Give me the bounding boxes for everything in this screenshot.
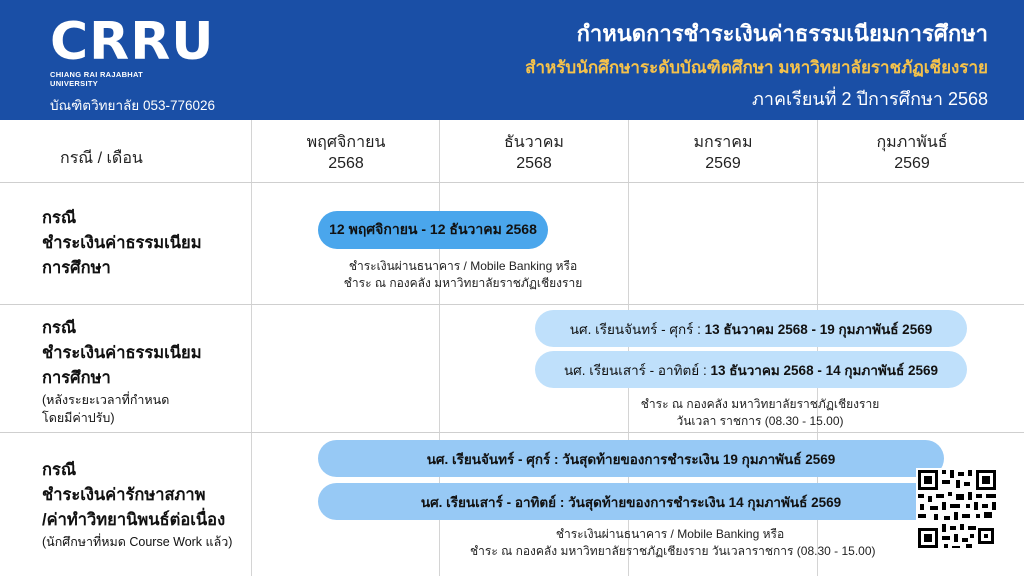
column-header-november bbox=[252, 132, 440, 174]
column-divider bbox=[251, 120, 252, 576]
qr-code-graphic bbox=[916, 468, 998, 550]
case-line: การศึกษา bbox=[42, 259, 111, 277]
column-year: 2569 bbox=[894, 155, 930, 172]
pill-prefix: นศ. เรียนเสาร์ - อาทิตย์ : bbox=[563, 362, 707, 378]
payment-period-pill: 12 พฤศจิกายน - 12 ธันวาคม 2568 bbox=[318, 211, 548, 249]
caption-line: ชำระ ณ กองคลัง มหาวิทยาลัยราชภัฏเชียงราย bbox=[640, 397, 880, 411]
logo-subtitle: CHIANG RAI RAJABHAT UNIVERSITY bbox=[50, 70, 144, 88]
caption-line: ชำระเงินผ่านธนาคาร / Mobile Banking หรือ bbox=[348, 259, 578, 273]
case-line: ชำระเงินค่าธรรมเนียม bbox=[42, 234, 202, 252]
weekday-deadline-pill: นศ. เรียนจันทร์ - ศุกร์ : วันสุดท้ายของการชำระเงิน 19 กุมภาพันธ์ 2569 bbox=[318, 440, 944, 477]
academic-term: ภาคเรียนที่ 2 ปีการศึกษา 2568 bbox=[751, 89, 988, 109]
pill-prefix: นศ. เรียนจันทร์ - ศุกร์ : bbox=[569, 321, 701, 337]
column-header-december bbox=[440, 132, 628, 174]
column-header-february bbox=[818, 132, 1006, 174]
pill-dates: 13 ธันวาคม 2568 - 19 กุมภาพันธ์ 2569 bbox=[704, 321, 933, 337]
contact-phone: บัณฑิตวิทยาลัย 053-776026 bbox=[50, 98, 216, 113]
case-line: การศึกษา bbox=[42, 369, 111, 387]
row-divider bbox=[0, 182, 1024, 183]
pill-dates: 13 ธันวาคม 2568 - 14 กุมภาพันธ์ 2569 bbox=[710, 362, 939, 378]
case-line: /ค่าทำวิทยานิพนธ์ต่อเนื่อง bbox=[42, 511, 226, 529]
case-note: (นักศึกษาที่หมด Course Work แล้ว) bbox=[42, 535, 233, 549]
page-subtitle: สำหรับนักศึกษาระดับบัณฑิตศึกษา มหาวิทยาลัยราชภัฏเชียงราย bbox=[525, 58, 988, 77]
corner-label: กรณี / เดือน bbox=[60, 150, 143, 167]
university-logo bbox=[50, 12, 215, 88]
maintenance-payment-caption bbox=[470, 526, 876, 560]
case-label-regular-fee bbox=[42, 206, 202, 281]
caption-line: ชำระ ณ กองคลัง มหาวิทยาลัยราชภัฏเชียงราย วันเวลาราชการ (08.30 - 15.00) bbox=[470, 544, 876, 558]
case-line: กรณี bbox=[42, 461, 77, 479]
column-year: 2569 bbox=[705, 155, 741, 172]
schedule-table bbox=[0, 120, 1024, 576]
column-header-january bbox=[629, 132, 817, 174]
case-line: ชำระเงินค่าธรรมเนียม bbox=[42, 344, 202, 362]
case-line: กรณี bbox=[42, 319, 77, 337]
column-month: ธันวาคม bbox=[504, 134, 564, 151]
logo-letters: CRRU bbox=[50, 12, 215, 72]
row-divider bbox=[0, 432, 1024, 433]
header-banner bbox=[0, 0, 1024, 120]
weekday-late-period-pill bbox=[535, 310, 967, 347]
weekend-deadline-pill: นศ. เรียนเสาร์ - อาทิตย์ : วันสุดท้ายของการชำระเงิน 14 กุมภาพันธ์ 2569 bbox=[318, 483, 944, 520]
case-label-maintenance-fee bbox=[42, 458, 232, 551]
caption-line: ชำระ ณ กองคลัง มหาวิทยาลัยราชภัฏเชียงราย bbox=[343, 276, 583, 290]
case-line: กรณี bbox=[42, 209, 77, 227]
column-year: 2568 bbox=[328, 155, 364, 172]
case-note: (หลังระยะเวลาที่กำหนด bbox=[42, 393, 170, 407]
column-month: พฤศจิกายน bbox=[306, 134, 386, 151]
qr-code-icon[interactable] bbox=[916, 468, 998, 550]
case-note: โดยมีค่าปรับ) bbox=[42, 411, 115, 425]
column-year: 2568 bbox=[516, 155, 552, 172]
late-payment-caption bbox=[630, 396, 890, 430]
case-line: ชำระเงินค่ารักษาสภาพ bbox=[42, 486, 206, 504]
caption-line: วันเวลา ราชการ (08.30 - 15.00) bbox=[676, 414, 844, 428]
page-title: กำหนดการชำระเงินค่าธรรมเนียมการศึกษา bbox=[576, 21, 988, 46]
column-month: มกราคม bbox=[693, 134, 753, 151]
column-month: กุมภาพันธ์ bbox=[876, 134, 948, 151]
weekend-late-period-pill bbox=[535, 351, 967, 388]
payment-method-caption bbox=[318, 258, 608, 292]
caption-line: ชำระเงินผ่านธนาคาร / Mobile Banking หรือ bbox=[555, 527, 785, 541]
row-divider bbox=[0, 304, 1024, 305]
case-label-late-fee bbox=[42, 316, 202, 427]
